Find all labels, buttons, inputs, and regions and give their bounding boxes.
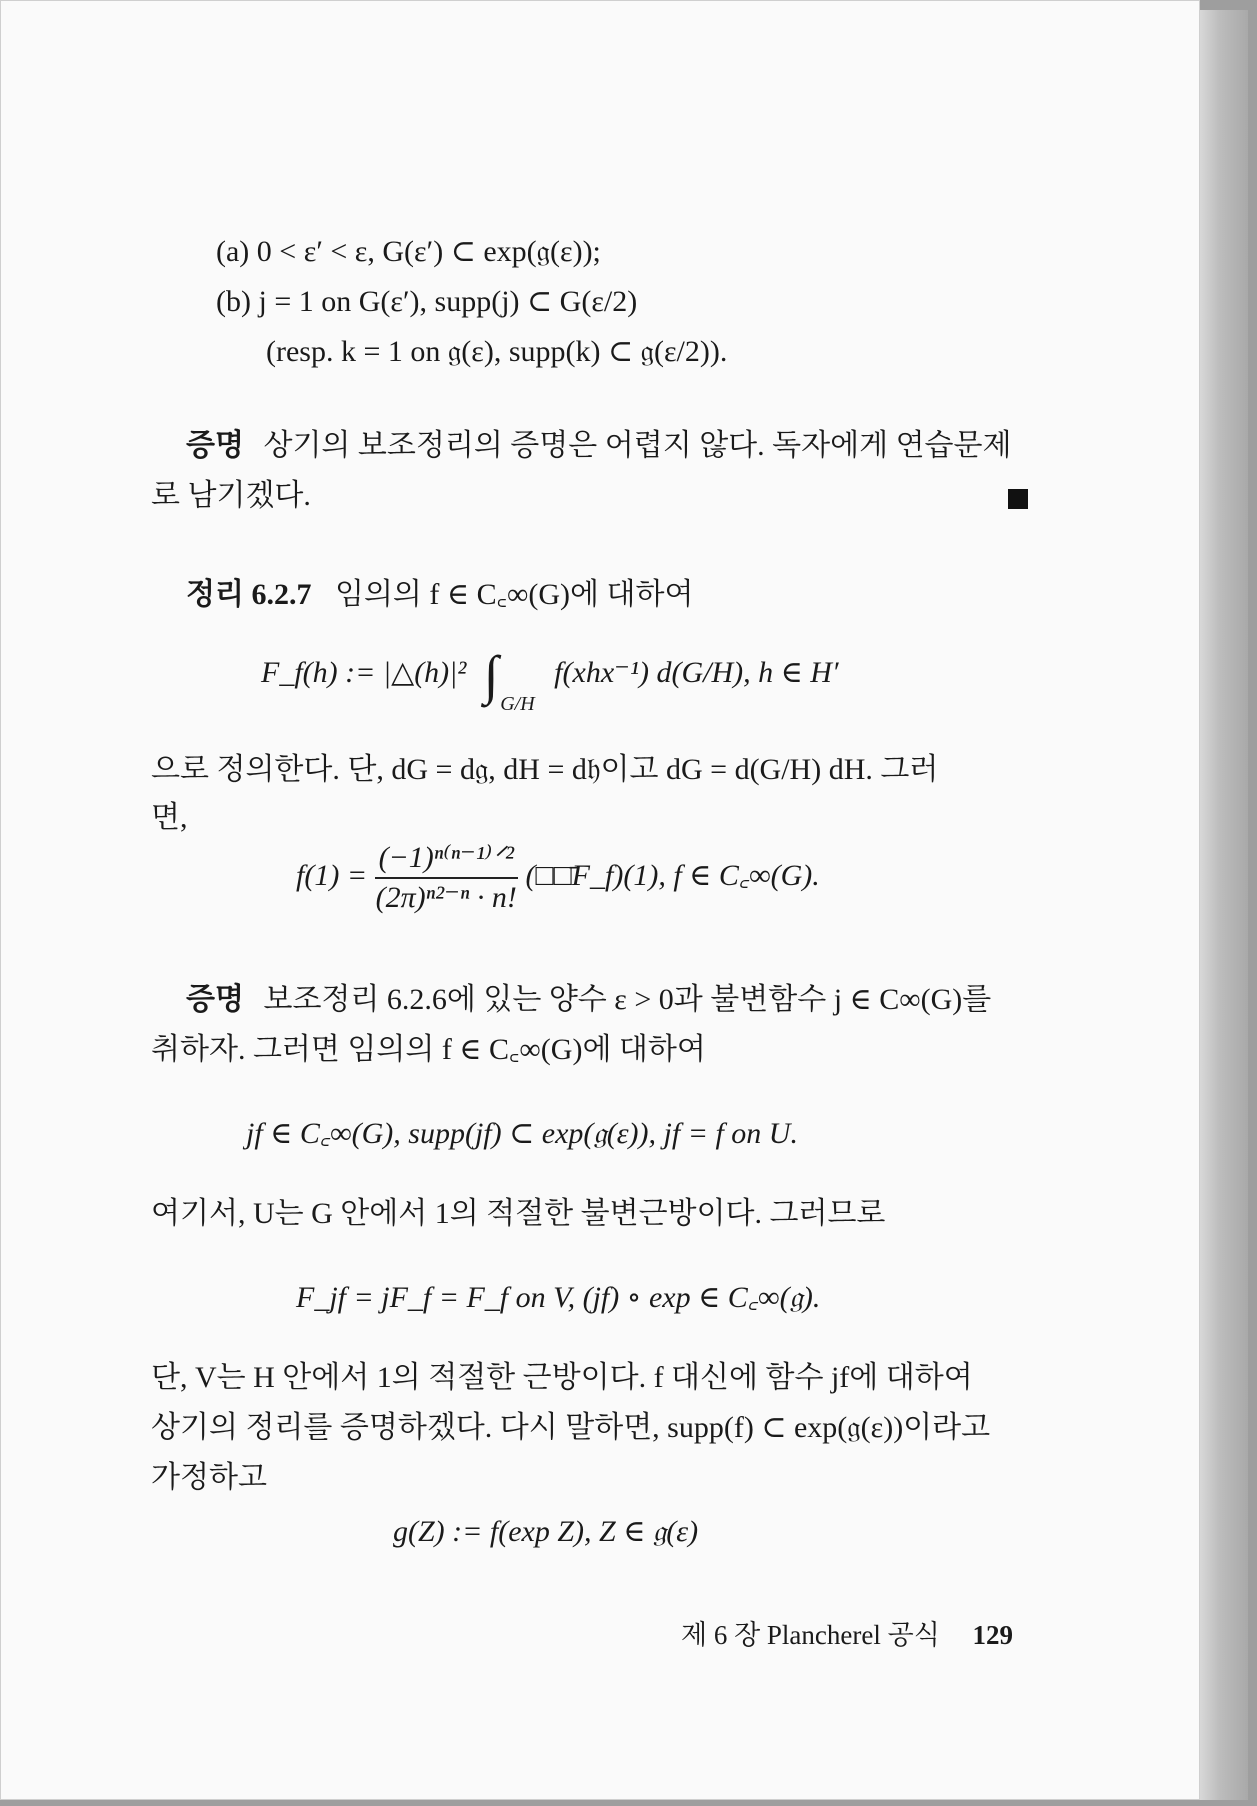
proof-1-text: 상기의 보조정리의 증명은 어렵지 않다. 독자에게 연습문제 (263, 429, 1012, 462)
fraction-numerator: (−1)ⁿ⁽ⁿ⁻¹⁾ᐟ² (375, 841, 518, 879)
proof-1-line-1 (186, 429, 1012, 463)
proof-label-2: 증명 (186, 983, 244, 1016)
formula-fraction (375, 841, 518, 915)
item-resp: (resp. k = 1 on 𝔤(ε), supp(k) ⊂ 𝔤(ε/2)). (266, 335, 728, 368)
chapter-title: 제 6 장 Plancherel 공식 (681, 1620, 940, 1650)
item-a: (a) 0 < ε′ < ε, G(ε′) ⊂ exp(𝔤(ε)); (216, 235, 601, 268)
equation-1: jf ∈ C꜀∞(G), supp(jf) ⊂ exp(𝔤(ε)), jf = f on U. (246, 1117, 798, 1150)
formula-rhs: f(xhx⁻¹) d(G/H), h ∈ H′ (554, 656, 839, 689)
proof-1-line-2: 로 남기겠다. (151, 479, 311, 512)
proof-2-line-6: 가정하고 (151, 1461, 267, 1494)
integral-subscript: G/H (500, 693, 535, 715)
formula-f1: f(1) = (296, 858, 368, 892)
theorem-text: 임의의 f ∈ C꜀∞(G)에 대하여 (334, 578, 694, 611)
qed-square (1008, 489, 1028, 509)
page-number: 129 (972, 1620, 1014, 1650)
proof-2-line-5: 상기의 정리를 증명하겠다. 다시 말하면, supp(f) ⊂ exp(𝔤(ε))이라고 (151, 1411, 991, 1444)
equation-3: g(Z) := f(exp Z), Z ∈ 𝔤(ε) (393, 1515, 699, 1548)
proof-2-line-3: 여기서, U는 G 안에서 1의 적절한 불변근방이다. 그러므로 (151, 1197, 886, 1230)
proof-label: 증명 (186, 429, 244, 462)
theorem-label: 정리 6.2.7 (186, 578, 312, 611)
formula-lhs: F_f(h) := |△(h)|² (261, 656, 467, 689)
proof-2-line-4: 단, V는 H 안에서 1의 적절한 근방이다. f 대신에 함수 jf에 대하여 (151, 1361, 973, 1394)
theorem-heading (186, 578, 693, 612)
formula-tail: (□□̄F_f)(1), f ∈ C꜀∞(G). (525, 858, 820, 892)
proof-2-text: 보조정리 6.2.6에 있는 양수 ε > 0과 불변함수 j ∈ C∞(G)를 (263, 983, 992, 1016)
page-edge (1200, 10, 1248, 1800)
definition-formula (261, 645, 839, 715)
proof-2-line-2: 취하자. 그러면 임의의 f ∈ C꜀∞(G)에 대하여 (151, 1033, 706, 1066)
equation-2: F_jf = jF_f = F_f on V, (jf) ∘ exp ∈ C꜀∞(𝔤). (296, 1281, 821, 1314)
fraction-denominator: (2π)ⁿ²⁻ⁿ · n! (375, 881, 517, 914)
integral-sign: ∫ (483, 645, 499, 706)
proof-2-line-1 (186, 983, 991, 1017)
item-b: (b) j = 1 on G(ε′), supp(j) ⊂ G(ε/2) (216, 285, 638, 318)
definition-line-2: 면, (151, 801, 188, 834)
definition-line-1: 으로 정의한다. 단, dG = d𝔤, dH = d𝔥이고 dG = d(G/H) dH. 그러 (151, 753, 939, 786)
plancherel-formula (296, 841, 820, 915)
running-footer (681, 1613, 1013, 1652)
